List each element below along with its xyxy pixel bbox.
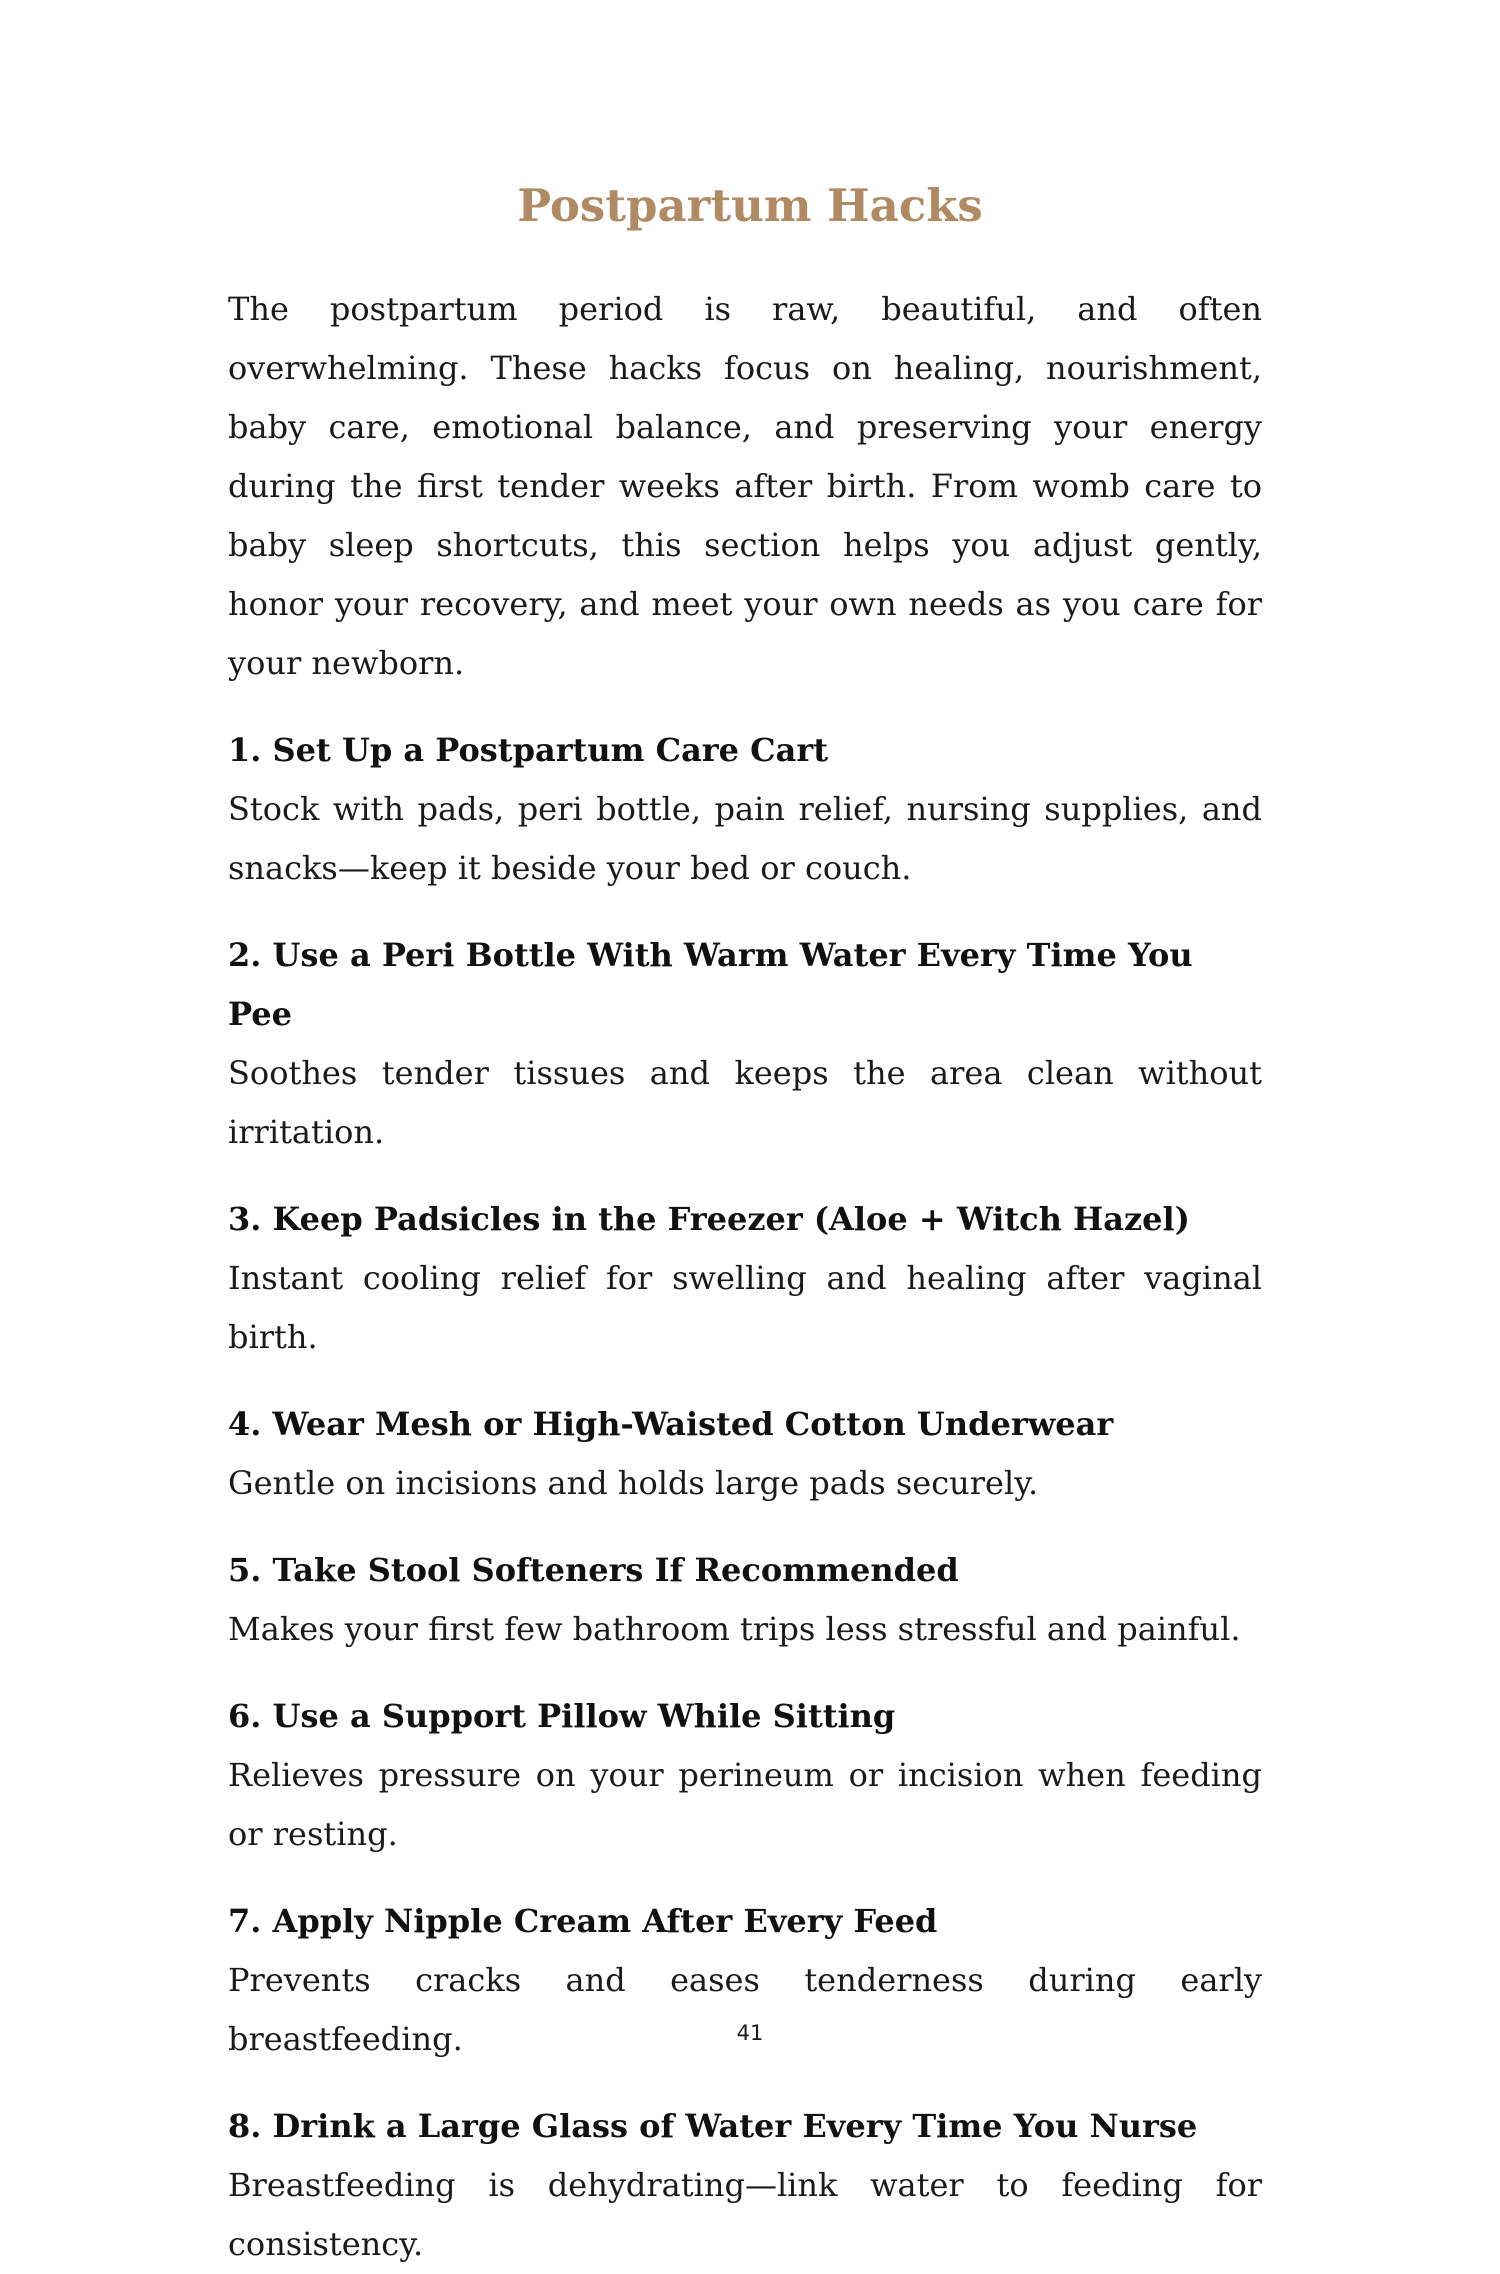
hack-item-1: [228, 721, 1262, 898]
hack-title: 6. Use a Support Pillow While Sitting: [228, 1697, 896, 1735]
hack-item-3: [228, 1190, 1262, 1367]
hack-title: 5. Take Stool Softeners If Recommended: [228, 1551, 959, 1589]
hack-item-5: [228, 1541, 1262, 1659]
hack-title: 3. Keep Padsicles in the Freezer (Aloe + Witch Hazel): [228, 1200, 1190, 1238]
hack-description: Gentle on incisions and holds large pads securely.: [228, 1464, 1039, 1502]
page-number: 41: [736, 2021, 764, 2045]
hack-description: Stock with pads, peri bottle, pain relief, nursing supplies, and snacks—keep it beside your bed or couch.: [228, 790, 1262, 887]
page-title: Postpartum Hacks: [517, 179, 983, 232]
hack-title: 8. Drink a Large Glass of Water Every Time You Nurse: [228, 2107, 1198, 2145]
hack-item-6: [228, 1687, 1262, 1864]
hack-title: 2. Use a Peri Bottle With Warm Water Every Time You Pee: [228, 936, 1193, 1033]
hack-description: Instant cooling relief for swelling and healing after vaginal birth.: [228, 1259, 1262, 1356]
hack-description: Prevents cracks and eases tenderness during early breastfeeding.: [228, 1961, 1262, 2058]
hack-description: Soothes tender tissues and keeps the area clean without irritation.: [228, 1054, 1262, 1151]
hack-description: Relieves pressure on your perineum or incision when feeding or resting.: [228, 1756, 1262, 1853]
hack-title: 4. Wear Mesh or High-Waisted Cotton Underwear: [228, 1405, 1114, 1443]
hack-title: 1. Set Up a Postpartum Care Cart: [228, 731, 828, 769]
intro-paragraph: The postpartum period is raw, beautiful, and often overwhelming. These hacks focus on healing, nourishment, baby care, emotional balance, and preserving your energy during the first tender weeks after birth. From womb care to baby sleep shortcuts, this section helps you adjust gently, honor your recovery, and meet your own needs as you care for your newborn.: [228, 290, 1262, 682]
hack-title: 7. Apply Nipple Cream After Every Feed: [228, 1902, 938, 1940]
page-content: [228, 280, 1262, 2274]
hack-item-2: [228, 926, 1262, 1162]
hack-item-4: [228, 1395, 1262, 1513]
hack-description: Makes your first few bathroom trips less stressful and painful.: [228, 1610, 1241, 1648]
hack-item-8: [228, 2097, 1262, 2274]
hack-description: Breastfeeding is dehydrating—link water to feeding for consistency.: [228, 2166, 1262, 2263]
